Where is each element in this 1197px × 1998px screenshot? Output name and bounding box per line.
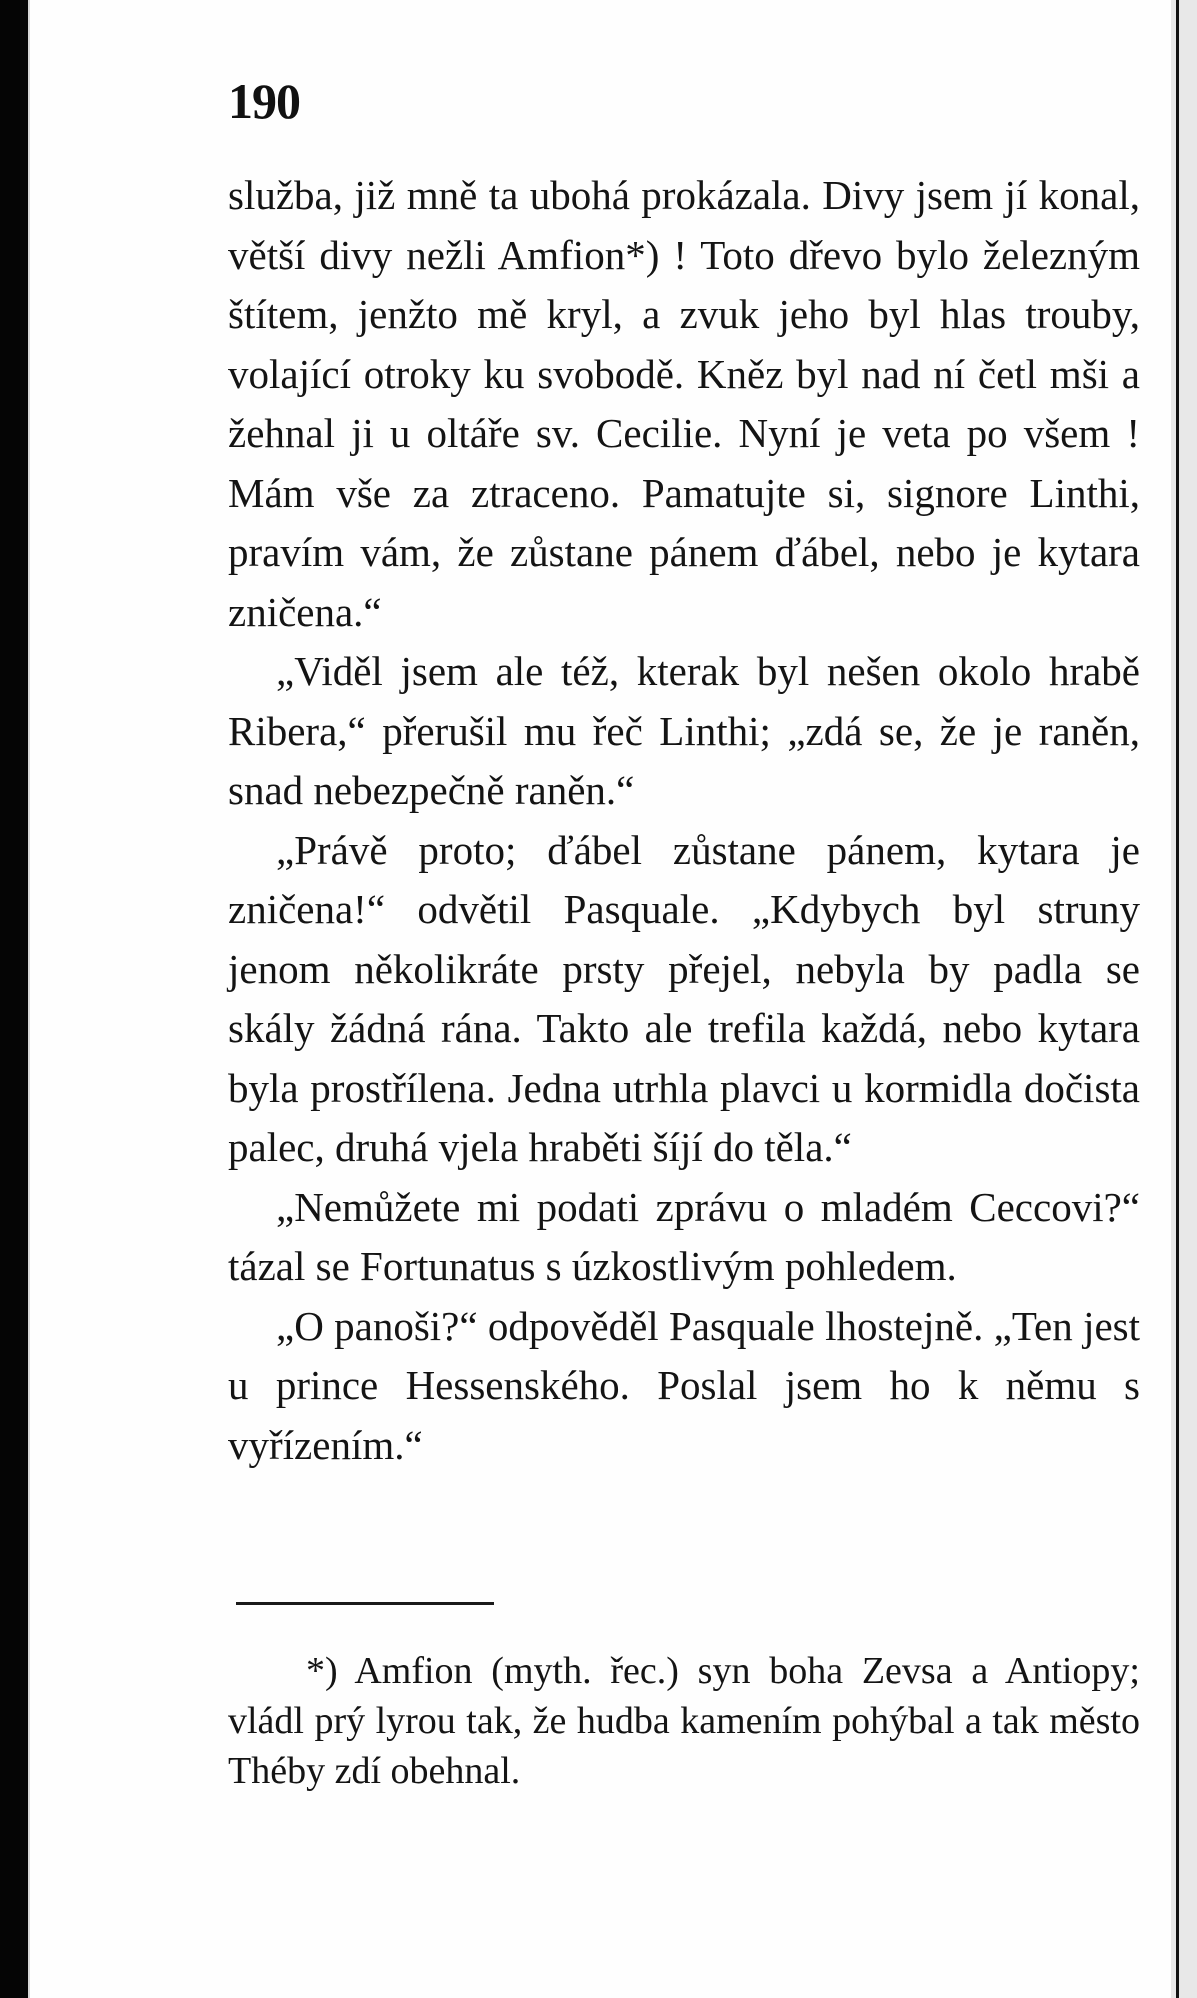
page-edge: [1171, 0, 1197, 1998]
paragraph-1: služba, již mně ta ubohá prokázala. Divy jsem jí konal, větší divy nežli Amfion*) ! Toto dřevo bylo železným štítem, jenžto mě kryl, a zvuk jeho byl hlas trouby, volající otroky ku svobodě. Kněz byl nad ní četl mši a žehnal ji u oltáře sv. Cecilie. Nyní je veta po všem ! Mám vše za ztraceno. Pamatujte si, signore Linthi, pravím vám, že zůstane pánem ďábel, nebo je kytara zničena.“: [228, 172, 1140, 635]
paragraph-3: „Právě proto; ďábel zůstane pánem, kytara je zničena!“ odvětil Pasquale. „Kdybych byl struny jenom několikráte prsty přejel, nebyla by padla se skály žádná rána. Takto ale trefila každá, nebo kytara byla prostřílena. Jedna utrhla plavci u kormidla dočista palec, druhá vjela hraběti šíjí do těla.“: [228, 826, 1140, 1170]
paragraph-5: „O panoši?“ odpověděl Pasquale lhostejně. „Ten jest u prince Hessenského. Poslal jsem ho k němu s vyřízením.“: [228, 1302, 1140, 1468]
book-page: [28, 0, 1176, 1998]
paragraph-2: „Viděl jsem ale též, kterak byl nešen okolo hrabě Ribera,“ přerušil mu řeč Linthi; „zdá se, že je raněn, snad nebezpečně raněn.“: [228, 648, 1140, 813]
footnote-divider: [236, 1602, 494, 1605]
paragraph-4: „Nemůžete mi podati zprávu o mladém Ceccovi?“ tázal se Fortunatus s úzkostlivým pohledem.: [228, 1183, 1140, 1289]
body-text: [228, 166, 1140, 1475]
binding-shadow: [1176, 0, 1179, 1998]
footnote: *) Amfion (myth. řec.) syn boha Zevsa a Antiopy; vládl prý lyrou tak, že hudba kamením pohýbal a tak město Théby zdí obehnal.: [228, 1650, 1140, 1792]
page-number: 190: [228, 73, 300, 129]
